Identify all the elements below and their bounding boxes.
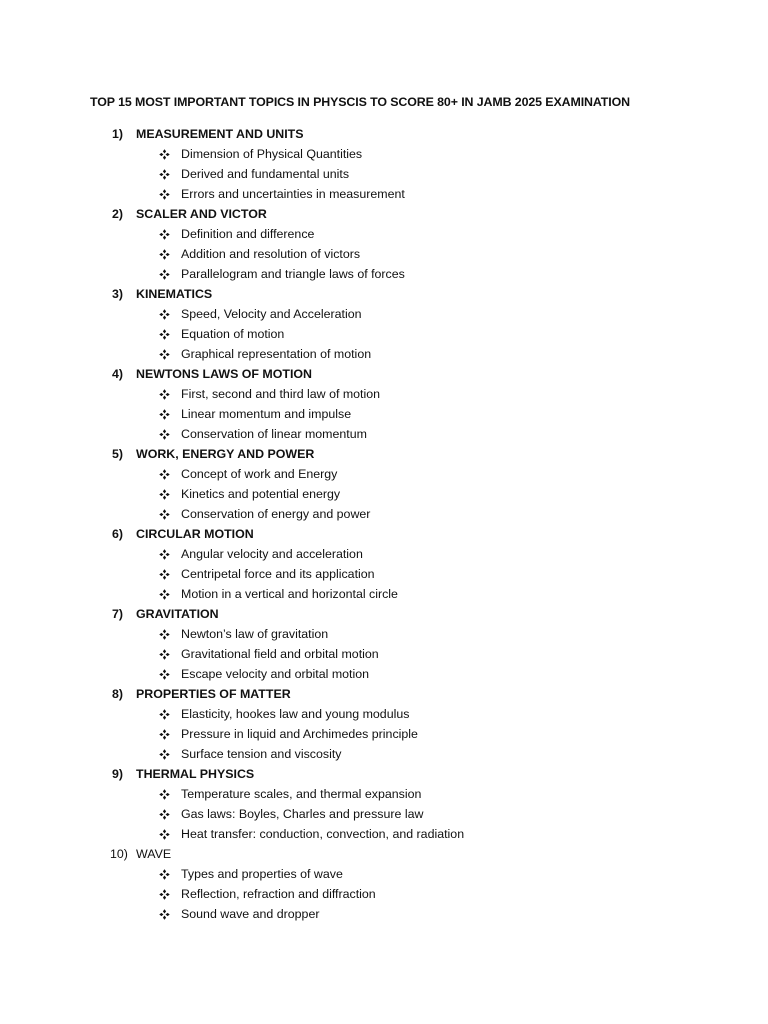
four-diamond-bullet-icon xyxy=(159,784,171,804)
four-diamond-bullet-icon xyxy=(159,744,171,764)
subtopic-text: Newton’s law of gravitation xyxy=(181,627,329,641)
subtopic-text: Sound wave and dropper xyxy=(181,907,320,921)
four-diamond-bullet-icon xyxy=(159,264,171,284)
four-diamond-bullet-icon xyxy=(159,584,171,604)
subtopic-text: Concept of work and Energy xyxy=(181,467,338,481)
subtopic-item xyxy=(0,484,768,504)
four-diamond-bullet-icon xyxy=(159,424,171,444)
topic-number: 1) xyxy=(112,127,124,141)
topic-label: MEASUREMENT AND UNITS xyxy=(136,127,304,141)
four-diamond-bullet-icon xyxy=(159,544,171,564)
subtopic-text: Elasticity, hookes law and young modulus xyxy=(181,707,410,721)
subtopic-item xyxy=(0,324,768,344)
topic-section-9 xyxy=(0,764,768,844)
topic-section-1 xyxy=(0,124,768,204)
subtopic-item xyxy=(0,244,768,264)
topic-heading xyxy=(0,284,768,304)
subtopic-list xyxy=(0,384,768,444)
topic-label: KINEMATICS xyxy=(136,287,213,301)
subtopic-text: Derived and fundamental units xyxy=(181,167,350,181)
subtopic-item xyxy=(0,884,768,904)
four-diamond-bullet-icon xyxy=(159,624,171,644)
subtopic-list xyxy=(0,704,768,764)
four-diamond-bullet-icon xyxy=(159,724,171,744)
four-diamond-bullet-icon xyxy=(159,824,171,844)
subtopic-item xyxy=(0,424,768,444)
subtopic-item xyxy=(0,804,768,824)
subtopic-item xyxy=(0,404,768,424)
topic-label: NEWTONS LAWS OF MOTION xyxy=(136,367,312,381)
topic-number: 8) xyxy=(112,687,124,701)
four-diamond-bullet-icon xyxy=(159,484,171,504)
four-diamond-bullet-icon xyxy=(159,344,171,364)
topic-number: 6) xyxy=(112,527,124,541)
subtopic-text: Dimension of Physical Quantities xyxy=(181,147,363,161)
topic-section-4 xyxy=(0,364,768,444)
subtopic-list xyxy=(0,224,768,284)
subtopic-item xyxy=(0,664,768,684)
subtopic-item xyxy=(0,344,768,364)
subtopic-list xyxy=(0,544,768,604)
subtopic-item xyxy=(0,504,768,524)
topic-section-6 xyxy=(0,524,768,604)
subtopic-item xyxy=(0,384,768,404)
subtopic-item xyxy=(0,904,768,924)
topic-section-10 xyxy=(0,844,768,924)
subtopic-text: Angular velocity and acceleration xyxy=(181,547,363,561)
subtopic-text: Equation of motion xyxy=(181,327,285,341)
subtopic-text: Speed, Velocity and Acceleration xyxy=(181,307,362,321)
subtopic-item xyxy=(0,144,768,164)
topic-heading xyxy=(0,364,768,384)
subtopic-text: Linear momentum and impulse xyxy=(181,407,352,421)
four-diamond-bullet-icon xyxy=(159,644,171,664)
subtopic-text: Addition and resolution of victors xyxy=(181,247,361,261)
subtopic-item xyxy=(0,224,768,244)
subtopic-list xyxy=(0,624,768,684)
topic-number: 2) xyxy=(112,207,124,221)
subtopic-item xyxy=(0,564,768,584)
subtopic-text: Surface tension and viscosity xyxy=(181,747,342,761)
topic-heading xyxy=(0,444,768,464)
four-diamond-bullet-icon xyxy=(159,144,171,164)
topic-list xyxy=(0,124,768,924)
topic-label: SCALER AND VICTOR xyxy=(136,207,267,221)
subtopic-item xyxy=(0,464,768,484)
subtopic-text: Escape velocity and orbital motion xyxy=(181,667,370,681)
four-diamond-bullet-icon xyxy=(159,904,171,924)
subtopic-text: Reflection, refraction and diffraction xyxy=(181,887,376,901)
subtopic-text: Heat transfer: conduction, convection, and radiation xyxy=(181,827,465,841)
four-diamond-bullet-icon xyxy=(159,884,171,904)
topic-heading xyxy=(0,204,768,224)
topic-label: THERMAL PHYSICS xyxy=(136,767,255,781)
subtopic-item xyxy=(0,544,768,564)
subtopic-item xyxy=(0,824,768,844)
subtopic-item xyxy=(0,184,768,204)
subtopic-item xyxy=(0,784,768,804)
topic-label: GRAVITATION xyxy=(136,607,219,621)
subtopic-text: Kinetics and potential energy xyxy=(181,487,341,501)
four-diamond-bullet-icon xyxy=(159,864,171,884)
subtopic-text: Conservation of energy and power xyxy=(181,507,371,521)
subtopic-item xyxy=(0,644,768,664)
subtopic-text: Pressure in liquid and Archimedes principle xyxy=(181,727,418,741)
topic-number: 3) xyxy=(112,287,124,301)
topic-heading xyxy=(0,524,768,544)
subtopic-text: Conservation of linear momentum xyxy=(181,427,367,441)
subtopic-item xyxy=(0,744,768,764)
subtopic-item xyxy=(0,864,768,884)
four-diamond-bullet-icon xyxy=(159,384,171,404)
subtopic-list xyxy=(0,864,768,924)
topic-heading xyxy=(0,684,768,704)
subtopic-item xyxy=(0,584,768,604)
topic-heading xyxy=(0,844,768,864)
topic-number: 4) xyxy=(112,367,124,381)
four-diamond-bullet-icon xyxy=(159,224,171,244)
subtopic-text: First, second and third law of motion xyxy=(181,387,381,401)
four-diamond-bullet-icon xyxy=(159,404,171,424)
subtopic-text: Parallelogram and triangle laws of forces xyxy=(181,267,405,281)
subtopic-text: Gravitational field and orbital motion xyxy=(181,647,379,661)
topic-heading xyxy=(0,124,768,144)
topic-number: 7) xyxy=(112,607,124,621)
topic-section-7 xyxy=(0,604,768,684)
four-diamond-bullet-icon xyxy=(159,164,171,184)
subtopic-text: Graphical representation of motion xyxy=(181,347,372,361)
topic-number: 5) xyxy=(112,447,124,461)
subtopic-text: Centripetal force and its application xyxy=(181,567,375,581)
four-diamond-bullet-icon xyxy=(159,564,171,584)
subtopic-text: Gas laws: Boyles, Charles and pressure law xyxy=(181,807,424,821)
subtopic-text: Errors and uncertainties in measurement xyxy=(181,187,405,201)
document-title: TOP 15 MOST IMPORTANT TOPICS IN PHYSCIS TO SCORE 80+ IN JAMB 2025 EXAMINATION xyxy=(90,95,631,109)
subtopic-item xyxy=(0,264,768,284)
subtopic-item xyxy=(0,704,768,724)
four-diamond-bullet-icon xyxy=(159,244,171,264)
topic-label: CIRCULAR MOTION xyxy=(136,527,254,541)
subtopic-text: Motion in a vertical and horizontal circle xyxy=(181,587,398,601)
four-diamond-bullet-icon xyxy=(159,704,171,724)
subtopic-item xyxy=(0,624,768,644)
topic-heading xyxy=(0,764,768,784)
topic-number: 9) xyxy=(112,767,124,781)
four-diamond-bullet-icon xyxy=(159,324,171,344)
subtopic-text: Temperature scales, and thermal expansion xyxy=(181,787,422,801)
subtopic-list xyxy=(0,784,768,844)
four-diamond-bullet-icon xyxy=(159,304,171,324)
subtopic-text: Definition and difference xyxy=(181,227,315,241)
subtopic-item xyxy=(0,164,768,184)
four-diamond-bullet-icon xyxy=(159,804,171,824)
subtopic-text: Types and properties of wave xyxy=(181,867,343,881)
topic-label: PROPERTIES OF MATTER xyxy=(136,687,291,701)
topic-section-8 xyxy=(0,684,768,764)
topic-heading xyxy=(0,604,768,624)
topic-label: WORK, ENERGY AND POWER xyxy=(136,447,315,461)
topic-label: WAVE xyxy=(136,847,172,861)
topic-section-3 xyxy=(0,284,768,364)
subtopic-item xyxy=(0,304,768,324)
subtopic-item xyxy=(0,724,768,744)
topic-number: 10) xyxy=(110,847,128,861)
subtopic-list xyxy=(0,304,768,364)
subtopic-list xyxy=(0,464,768,524)
four-diamond-bullet-icon xyxy=(159,664,171,684)
topic-section-5 xyxy=(0,444,768,524)
four-diamond-bullet-icon xyxy=(159,464,171,484)
subtopic-list xyxy=(0,144,768,204)
four-diamond-bullet-icon xyxy=(159,504,171,524)
four-diamond-bullet-icon xyxy=(159,184,171,204)
topic-section-2 xyxy=(0,204,768,284)
